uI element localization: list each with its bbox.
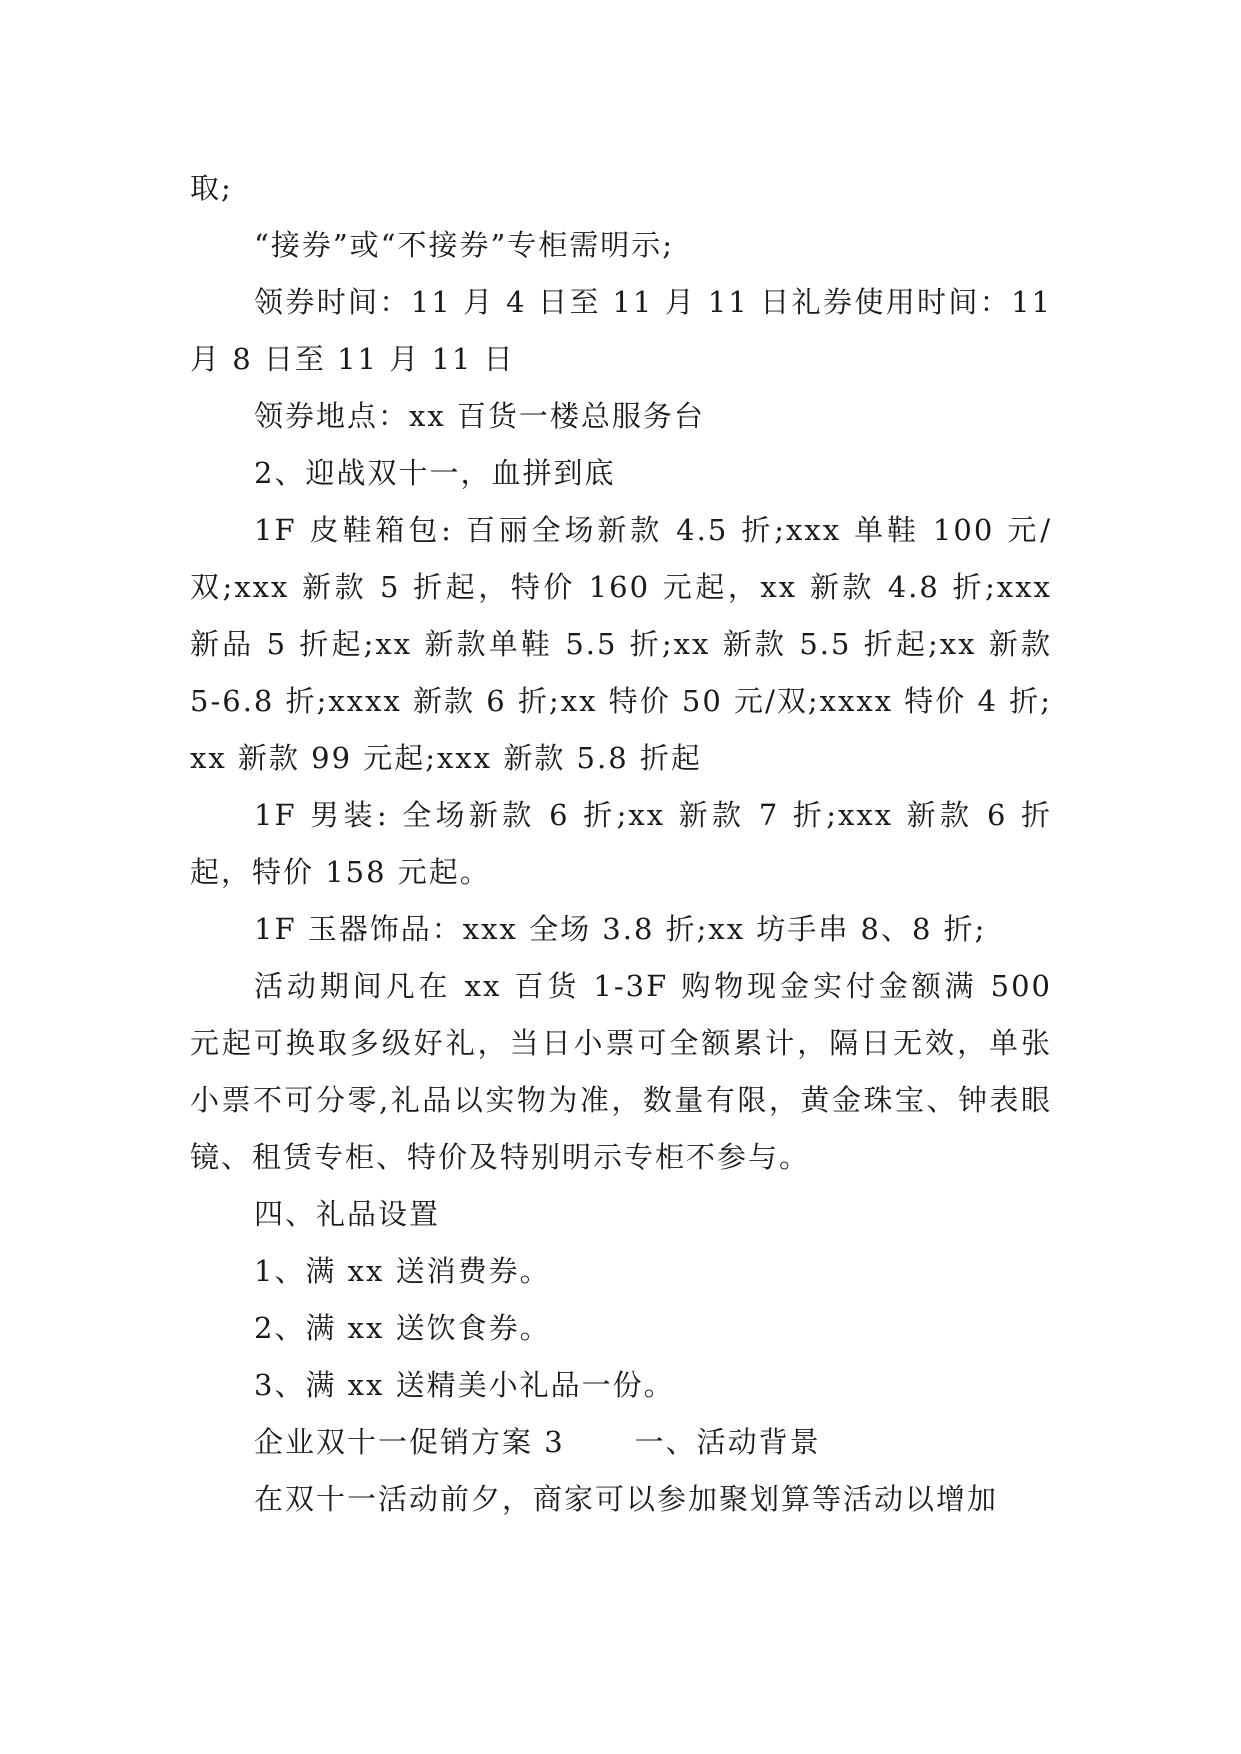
document-body [190, 160, 1064, 1528]
list-item: 3、满 xx 送精美小礼品一份。 [254, 1368, 675, 1402]
section-heading: 一、活动背景 [634, 1425, 821, 1459]
paragraph: 领券地点：xx 百货一楼总服务台 [254, 399, 705, 433]
paragraph: 1F 男装: 全场新款 6 折;xx 新款 7 折;xxx 新款 6 折起，特价 158 元起。 [190, 798, 1052, 889]
paragraph: 取; [190, 171, 233, 205]
paragraph: 2、迎战双十一，血拼到底 [254, 456, 616, 490]
paragraph: 领券时间：11 月 4 日至 11 月 11 日礼券使用时间：11 月 8 日至 11 月 11 日 [190, 285, 1064, 376]
paragraph: “接券”或“不接券”专柜需明示; [254, 228, 675, 262]
list-item: 1、满 xx 送消费券。 [254, 1254, 551, 1288]
section-title-line [190, 1414, 1052, 1471]
paragraph: 1F 皮鞋箱包: 百丽全场新款 4.5 折;xxx 单鞋 100 元/双;xxx 新款 5 折起，特价 160 元起，xx 新款 4.8 折;xxx 新品 5 折起;xx 新款单鞋 5.5 折;xx 新款 5.5 折起;xx 新款 5-6.8 折;xxxx 新款 6 折;xx 特价 50 元/双;xxxx 特价 4 折;xx 新款 99 元起;xxx 新款 5.8 折起 [190, 513, 1064, 775]
list-item: 2、满 xx 送饮食券。 [254, 1311, 551, 1345]
section-title: 企业双十一促销方案 3 [254, 1425, 565, 1459]
paragraph: 在双十一活动前夕，商家可以参加聚划算等活动以增加 [254, 1482, 999, 1516]
section-heading: 四、礼品设置 [254, 1197, 441, 1231]
paragraph: 1F 玉器饰品：xxx 全场 3.8 折;xx 坊手串 8、8 折; [254, 912, 987, 946]
paragraph: 活动期间凡在 xx 百货 1-3F 购物现金实付金额满 500 元起可换取多级好礼，当日小票可全额累计，隔日无效，单张小票不可分零,礼品以实物为准，数量有限，黄金珠宝、钟表眼镜、租赁专柜、特价及特别明示专柜不参与。 [190, 969, 1064, 1174]
